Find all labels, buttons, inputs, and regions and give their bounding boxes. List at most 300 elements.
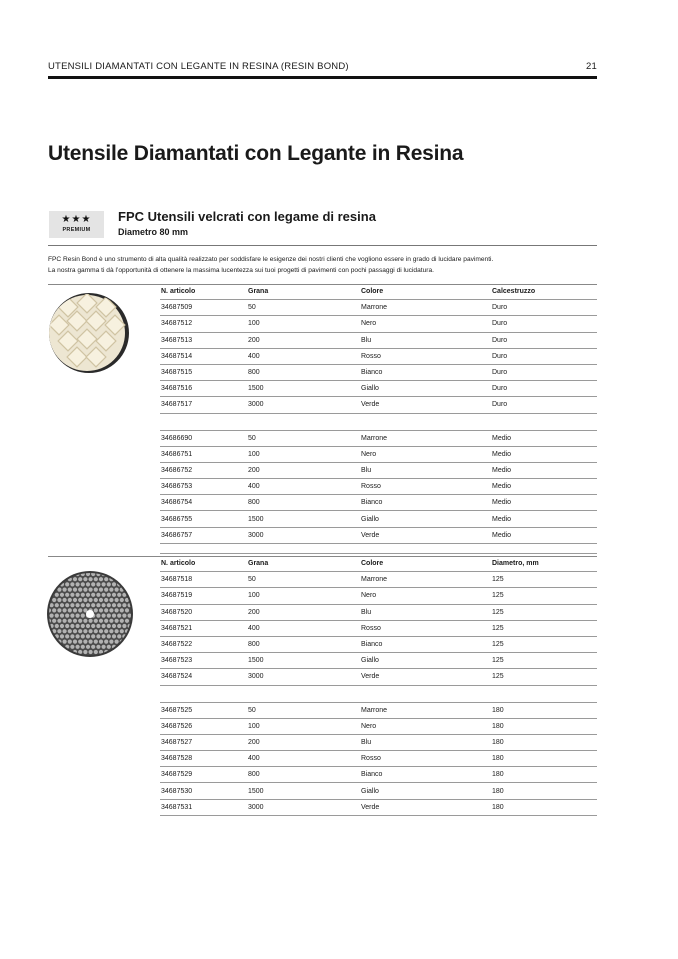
article-number: 34687519 [160, 588, 247, 604]
pad-dot [81, 634, 85, 638]
pad-dot [76, 634, 80, 638]
table-row [160, 767, 597, 783]
color: Blu [360, 462, 491, 478]
concrete-type: Duro [491, 332, 597, 348]
pad-dot [89, 598, 93, 602]
concrete-type: Duro [491, 348, 597, 364]
grit: 1500 [247, 381, 360, 397]
pad-dot [70, 634, 74, 638]
pad-dot [128, 582, 132, 586]
pad-dot [89, 650, 93, 654]
pad-dot [94, 619, 98, 623]
article-number: 34686752 [160, 462, 247, 478]
pad-dot [73, 629, 77, 633]
concrete-type: Duro [491, 316, 597, 332]
page-number: 21 [586, 61, 597, 72]
pad-dot [76, 593, 80, 597]
pad-dot [60, 572, 64, 576]
article-number: 34686755 [160, 511, 247, 527]
grit: 400 [247, 479, 360, 495]
color: Nero [360, 316, 491, 332]
pad-dot [65, 582, 69, 586]
pad-dot [57, 598, 61, 602]
pad-dot [96, 582, 100, 586]
pad-dot [99, 629, 103, 633]
grit: 50 [247, 702, 360, 718]
table-row [160, 495, 597, 511]
product-title: FPC Utensili velcrati con legame di resina [118, 209, 376, 224]
pad-dot [115, 629, 119, 633]
pad-dot [107, 614, 111, 618]
pad-dot [115, 608, 119, 612]
pad-dot [55, 572, 59, 576]
pad-dot [70, 593, 74, 597]
pad-dot [94, 650, 98, 654]
pad-dot [78, 588, 82, 592]
pad-dot [122, 614, 126, 618]
table-row [160, 300, 597, 316]
pad-dot [50, 645, 54, 649]
color: Giallo [360, 511, 491, 527]
table-row [160, 381, 597, 397]
pad-dot [78, 619, 82, 623]
pad-dot [68, 598, 72, 602]
pad-dot [99, 619, 103, 623]
pad-dot [128, 645, 132, 649]
table-row [160, 588, 597, 604]
pad-dot [107, 634, 111, 638]
pad-dot [99, 588, 103, 592]
pad-dot [94, 608, 98, 612]
article-number: 34687530 [160, 783, 247, 799]
concrete-type: Medio [491, 430, 597, 446]
pad-dot [60, 624, 64, 628]
pad-dot [47, 588, 51, 592]
pad-dot [47, 650, 51, 654]
pad-dot [47, 640, 51, 644]
color: Marrone [360, 702, 491, 718]
article-number: 34687515 [160, 364, 247, 380]
pad-dot [52, 577, 56, 581]
table-row [160, 718, 597, 734]
pad-dot [96, 593, 100, 597]
color: Giallo [360, 381, 491, 397]
table-row [160, 446, 597, 462]
pad-dot [109, 619, 113, 623]
grit: 800 [247, 767, 360, 783]
pad-dot [94, 588, 98, 592]
diameter: 125 [491, 588, 597, 604]
product-table-diameter [160, 556, 597, 816]
table-row [160, 397, 597, 413]
running-header-title: UTENSILI DIAMANTATI CON LEGANTE IN RESINA (RESIN BOND) [48, 61, 349, 72]
grit: 800 [247, 364, 360, 380]
color: Nero [360, 718, 491, 734]
pad-dot [65, 624, 69, 628]
pad-dot [104, 640, 108, 644]
concrete-type: Medio [491, 511, 597, 527]
color: Verde [360, 669, 491, 685]
pad-dot [91, 593, 95, 597]
pad-dot [73, 577, 77, 581]
diameter: 125 [491, 636, 597, 652]
pad-dot [73, 619, 77, 623]
pad-dot [96, 624, 100, 628]
diameter: 125 [491, 620, 597, 636]
pad-dot [50, 582, 54, 586]
pad-dot [109, 588, 113, 592]
article-number: 34687514 [160, 348, 247, 364]
pad-dot [86, 634, 90, 638]
pad-dot [120, 619, 124, 623]
pad-dot [112, 614, 116, 618]
pad-dot [94, 640, 98, 644]
pad-dot [86, 582, 90, 586]
article-number: 34687528 [160, 751, 247, 767]
pad-dot [112, 572, 116, 576]
article-number: 34687531 [160, 799, 247, 815]
pad-dot [117, 614, 121, 618]
pad-dot [52, 608, 56, 612]
table-row [160, 653, 597, 669]
table-row [160, 479, 597, 495]
table-row [160, 511, 597, 527]
pad-dot [91, 645, 95, 649]
pad-dot [104, 577, 108, 581]
product-subtitle: Diametro 80 mm [118, 227, 189, 237]
table-row [160, 636, 597, 652]
pad-dot [63, 619, 67, 623]
dot-pad-svg [46, 570, 134, 658]
pad-dot [76, 582, 80, 586]
pad-dot [102, 624, 106, 628]
concrete-type: Medio [491, 527, 597, 543]
pad-dot [76, 645, 80, 649]
pad-dot [96, 634, 100, 638]
pad-dot [55, 624, 59, 628]
pad-dot [109, 608, 113, 612]
pad-dot [86, 624, 90, 628]
pad-dot [117, 572, 121, 576]
table-spacer-row [160, 543, 597, 553]
concrete-type: Duro [491, 381, 597, 397]
concrete-type: Duro [491, 397, 597, 413]
grit: 50 [247, 300, 360, 316]
diameter: 125 [491, 572, 597, 588]
pad-dot [104, 598, 108, 602]
pad-dot [89, 619, 93, 623]
pad-dot [102, 582, 106, 586]
pad-dot [96, 603, 100, 607]
pad-dot [70, 614, 74, 618]
table-row [160, 783, 597, 799]
grit: 200 [247, 604, 360, 620]
pad-dot [70, 582, 74, 586]
color: Nero [360, 588, 491, 604]
pad-dot [91, 624, 95, 628]
pad-dot [65, 634, 69, 638]
pad-dot [104, 588, 108, 592]
pad-dot [104, 608, 108, 612]
pad-dot [52, 598, 56, 602]
pad-dot [128, 572, 132, 576]
velcro-pad-80mm-image [48, 292, 130, 374]
pad-dot [115, 640, 119, 644]
pad-dot [107, 603, 111, 607]
pad-dot [63, 650, 67, 654]
color: Rosso [360, 620, 491, 636]
pad-dot [47, 577, 51, 581]
pad-dot [76, 603, 80, 607]
pad-dot [78, 640, 82, 644]
pad-dot [81, 582, 85, 586]
color: Verde [360, 527, 491, 543]
pad-dot [57, 650, 61, 654]
pad-dot [70, 603, 74, 607]
badge-label: PREMIUM [62, 227, 91, 233]
pad-dot [94, 577, 98, 581]
pad-dot [86, 603, 90, 607]
pad-dot [52, 640, 56, 644]
article-number: 34687516 [160, 381, 247, 397]
pad-dot [73, 608, 77, 612]
pad-dot [50, 614, 54, 618]
color: Rosso [360, 479, 491, 495]
running-header [48, 61, 597, 75]
pad-dot [70, 624, 74, 628]
pad-dot [63, 629, 67, 633]
pad-dot [83, 588, 87, 592]
concrete-type: Medio [491, 479, 597, 495]
pad-dot [70, 645, 74, 649]
intro-line: La nostra gamma ti dà l’opportunità di ottenere la massima lucentezza sui tuoi progetti di pavimenti con pochi passaggi di lucidatura. [48, 266, 434, 274]
grit: 400 [247, 751, 360, 767]
concrete-type: Medio [491, 495, 597, 511]
pad-dot [99, 598, 103, 602]
intro-line: FPC Resin Bond è uno strumento di alta qualità realizzato per soddisfare le esigenze dei nostri clienti che vogliono essere in grado di lucidare pavimenti. [48, 256, 494, 263]
color: Nero [360, 446, 491, 462]
table-row [160, 430, 597, 446]
pad-dot [81, 593, 85, 597]
pad-dot [68, 619, 72, 623]
color: Bianco [360, 636, 491, 652]
table-header-row [160, 556, 597, 572]
article-number: 34686754 [160, 495, 247, 511]
pad-dot [55, 614, 59, 618]
pad-dot [96, 645, 100, 649]
premium-badge [49, 211, 104, 238]
pad-dot [120, 577, 124, 581]
pad-dot [55, 593, 59, 597]
diameter: 125 [491, 604, 597, 620]
table-row [160, 702, 597, 718]
column-header: Colore [360, 284, 491, 300]
pad-dot [63, 598, 67, 602]
page-title: Utensile Diamantati con Legante in Resina [48, 142, 464, 165]
pad-dot [112, 634, 116, 638]
table-row [160, 572, 597, 588]
grit: 3000 [247, 799, 360, 815]
grit: 200 [247, 734, 360, 750]
pad-dot [89, 588, 93, 592]
pad-dot [102, 634, 106, 638]
pad-dot [50, 572, 54, 576]
pad-dot [99, 577, 103, 581]
pad-dot [63, 608, 67, 612]
table-row [160, 348, 597, 364]
pad-dot [55, 603, 59, 607]
article-number: 34687513 [160, 332, 247, 348]
pad-dot [107, 582, 111, 586]
pad-dot [76, 614, 80, 618]
article-number: 34687512 [160, 316, 247, 332]
pad-dot [63, 588, 67, 592]
pad-dot [89, 629, 93, 633]
color: Rosso [360, 751, 491, 767]
pad-dot [112, 593, 116, 597]
concrete-type: Medio [491, 462, 597, 478]
grit: 3000 [247, 527, 360, 543]
grit: 400 [247, 348, 360, 364]
column-header: Grana [247, 556, 360, 572]
pad-dot [117, 634, 121, 638]
diameter: 125 [491, 653, 597, 669]
grit: 1500 [247, 783, 360, 799]
table-row [160, 316, 597, 332]
color: Blu [360, 604, 491, 620]
pad-dot [60, 603, 64, 607]
pad-dot [68, 640, 72, 644]
pad-dot [81, 624, 85, 628]
color: Marrone [360, 300, 491, 316]
pad-dot [120, 598, 124, 602]
table-row [160, 669, 597, 685]
pad-dot [57, 629, 61, 633]
pad-dot [122, 603, 126, 607]
pad-dot [107, 593, 111, 597]
column-header: Diametro, mm [491, 556, 597, 572]
pad-dot [99, 608, 103, 612]
table-row [160, 799, 597, 815]
pad-dot [65, 603, 69, 607]
grit: 100 [247, 718, 360, 734]
table-header-row [160, 284, 597, 300]
article-number: 34687529 [160, 767, 247, 783]
color: Rosso [360, 348, 491, 364]
article-number: 34687518 [160, 572, 247, 588]
article-number: 34687523 [160, 653, 247, 669]
article-number: 34687521 [160, 620, 247, 636]
product-table-80mm [160, 284, 597, 554]
table-spacer-row [160, 413, 597, 430]
table-row [160, 734, 597, 750]
grit: 50 [247, 572, 360, 588]
color: Bianco [360, 364, 491, 380]
pad-dot [104, 629, 108, 633]
pad-dot [57, 608, 61, 612]
pad-dot [115, 619, 119, 623]
grit: 200 [247, 332, 360, 348]
pad-dot [73, 598, 77, 602]
grit: 100 [247, 316, 360, 332]
table-row [160, 364, 597, 380]
table-row [160, 620, 597, 636]
pad-dot [122, 572, 126, 576]
article-number: 34686751 [160, 446, 247, 462]
pad-dot [78, 577, 82, 581]
pad-dot [122, 624, 126, 628]
resin-pad-125mm-image [46, 570, 134, 658]
pad-dot [65, 593, 69, 597]
pad-dot [78, 608, 82, 612]
grit: 100 [247, 446, 360, 462]
color: Bianco [360, 767, 491, 783]
pad-dot [86, 593, 90, 597]
pad-dot [104, 619, 108, 623]
pad-dot [120, 608, 124, 612]
pad-dot [68, 608, 72, 612]
grit: 400 [247, 620, 360, 636]
section-divider [48, 245, 597, 246]
pad-dot [65, 572, 69, 576]
pad-dot [120, 629, 124, 633]
diameter: 180 [491, 718, 597, 734]
color: Verde [360, 397, 491, 413]
rating-stars-icon: ★★★ [61, 214, 92, 225]
pad-dot [120, 650, 124, 654]
pad-dot [91, 582, 95, 586]
pad-dot [63, 640, 67, 644]
pad-dot [83, 619, 87, 623]
article-number: 34687526 [160, 718, 247, 734]
pad-dot [60, 634, 64, 638]
table-row [160, 751, 597, 767]
diameter: 180 [491, 751, 597, 767]
grit: 1500 [247, 653, 360, 669]
pad-dot [83, 598, 87, 602]
color: Marrone [360, 572, 491, 588]
pad-dot [102, 603, 106, 607]
pad-dot [122, 645, 126, 649]
pad-dot [128, 634, 132, 638]
intro-text [48, 255, 603, 276]
pad-dot [68, 588, 72, 592]
column-header: N. articolo [160, 284, 247, 300]
pad-dot [83, 650, 87, 654]
diameter: 180 [491, 783, 597, 799]
pad-dot [73, 588, 77, 592]
pad-dot [83, 640, 87, 644]
pad-dot [125, 577, 129, 581]
color: Giallo [360, 783, 491, 799]
grit: 50 [247, 430, 360, 446]
article-number: 34687517 [160, 397, 247, 413]
table-row [160, 332, 597, 348]
article-number: 34686753 [160, 479, 247, 495]
pad-dot [112, 603, 116, 607]
pad-dot [81, 614, 85, 618]
pad-dot [109, 598, 113, 602]
pad-dot [117, 603, 121, 607]
pad-dot [115, 588, 119, 592]
header-rule [48, 76, 597, 79]
color: Blu [360, 734, 491, 750]
table-spacer-row [160, 685, 597, 702]
pad-dot [81, 645, 85, 649]
concrete-type: Duro [491, 300, 597, 316]
pad-dot [52, 619, 56, 623]
pad-dot [91, 603, 95, 607]
